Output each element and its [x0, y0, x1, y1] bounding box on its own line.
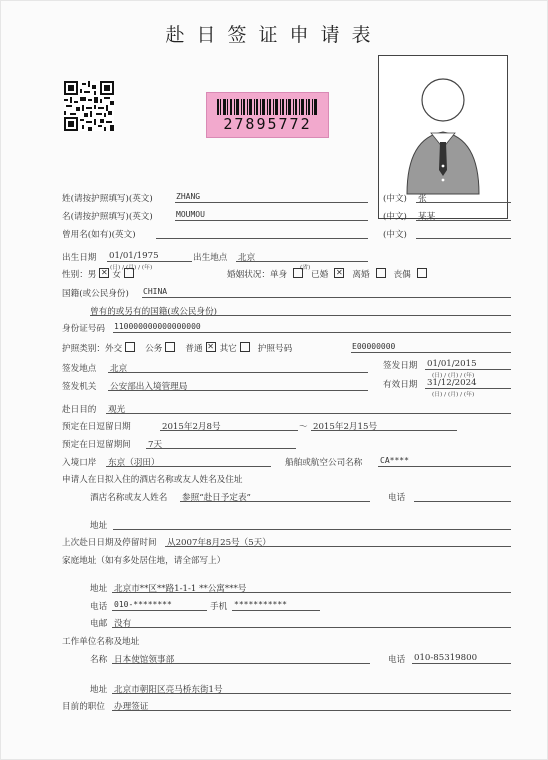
home-address-value[interactable]: 北京市**区**路1-1-1 **公寓***号	[114, 584, 247, 594]
given-name-cn-label: (中文)	[383, 212, 407, 222]
home-address-section-label: 家庭地址（如有多处居住地，请全部写上）	[62, 556, 226, 566]
hotel-section-label: 申请人在日拟入住的酒店名称或友人姓名及住址	[62, 475, 243, 485]
pob-label: 出生地点	[193, 253, 228, 263]
stay-length-label: 预定在日逗留期间	[62, 440, 131, 450]
passport-number-label: 护照号码	[257, 344, 293, 354]
pob-format-hint: (省)	[300, 265, 311, 271]
marital-married-checkbox[interactable]	[334, 268, 344, 278]
entry-port-label: 入境口岸	[62, 458, 97, 468]
employer-tel-value[interactable]: 010-85319800	[414, 653, 478, 663]
authority-label: 签发机关	[62, 382, 97, 392]
hotel-name-value[interactable]: 参照“赴日予定表”	[182, 493, 251, 503]
mobile-label: 手机	[210, 602, 228, 612]
entry-port-value[interactable]: 东京（羽田）	[108, 458, 160, 468]
former-name-cn-label: (中文)	[383, 230, 407, 240]
given-name-cn-value[interactable]: 某某	[418, 212, 436, 222]
marital-widowed-checkbox[interactable]	[417, 268, 427, 278]
employer-name-label: 名称	[90, 655, 108, 665]
given-name-value[interactable]: MOUMOU	[176, 210, 205, 219]
passport-number-value[interactable]: E00000000	[352, 342, 396, 351]
purpose-label: 赴日目的	[62, 405, 97, 415]
marital-label: 婚姻状况：单身	[227, 270, 288, 280]
passport-type-label: 护照类别：外交	[62, 344, 123, 354]
id-number-value[interactable]: 110000000000000000	[114, 322, 201, 331]
mobile-value[interactable]: ***********	[234, 600, 287, 609]
passport-official-checkbox[interactable]	[165, 342, 175, 352]
position-value[interactable]: 办理签证	[114, 702, 149, 712]
nationality-label: 国籍(或公民身份)	[62, 289, 129, 299]
passport-diplomatic-checkbox[interactable]	[125, 342, 135, 352]
surname-cn-value[interactable]: 张	[418, 194, 427, 204]
dob-value[interactable]: 01/01/1975	[109, 251, 159, 261]
sex-female-label: 女	[112, 270, 121, 280]
surname-cn-label: (中文)	[383, 194, 407, 204]
given-name-label: 名(请按护照填写)(英文)	[62, 212, 153, 222]
nationality-value[interactable]: CHINA	[143, 287, 168, 296]
position-label: 目前的职位	[62, 702, 105, 712]
issue-place-label: 签发地点	[62, 364, 97, 374]
marital-divorced-label: 离婚	[352, 270, 370, 280]
issue-place-value[interactable]: 北京	[110, 364, 128, 374]
passport-type-row	[62, 342, 292, 354]
purpose-value[interactable]: 观光	[108, 405, 126, 415]
form-title: 赴日签证申请表	[165, 24, 383, 46]
home-address-label: 地址	[90, 584, 108, 594]
email-value[interactable]: 没有	[114, 619, 132, 629]
marital-divorced-checkbox[interactable]	[376, 268, 386, 278]
barcode-number: 27895772	[223, 115, 312, 133]
former-name-label: 曾用名(如有)(英文)	[62, 230, 136, 240]
qr-code-icon	[64, 81, 114, 131]
sex-male-checkbox[interactable]	[99, 268, 109, 278]
expiry-date-label: 有效日期	[383, 380, 418, 390]
passport-other-checkbox[interactable]	[240, 342, 250, 352]
last-visit-label: 上次赴日日期及停留时间	[62, 538, 157, 548]
employer-tel-label: 电话	[388, 655, 406, 665]
employer-section-label: 工作单位名称及地址	[62, 637, 140, 647]
hotel-tel-label: 电话	[388, 493, 406, 503]
email-label: 电邮	[90, 619, 108, 629]
sex-label: 性别：男	[62, 270, 97, 280]
expiry-date-value[interactable]: 31/12/2024	[427, 378, 477, 388]
surname-label: 姓(请按护照填写)(英文)	[62, 194, 153, 204]
passport-official-label: 公务	[145, 344, 163, 354]
hotel-address-label: 地址	[90, 521, 108, 531]
authority-value[interactable]: 公安部出入境管理局	[110, 382, 188, 392]
marital-widowed-label: 丧偶	[393, 270, 411, 280]
passport-ordinary-label: 普通	[185, 344, 203, 354]
barcode-icon	[217, 99, 317, 115]
stay-to-value[interactable]: 2015年2月15号	[313, 422, 378, 432]
hotel-name-label: 酒店名称或友人姓名	[90, 493, 168, 503]
carrier-value[interactable]: CA****	[380, 456, 409, 465]
last-visit-value[interactable]: 从2007年8月25号（5天）	[167, 538, 271, 548]
marital-married-label: 已婚	[311, 270, 329, 280]
surname-value[interactable]: ZHANG	[176, 192, 201, 201]
passport-other-label: 其它	[219, 344, 237, 354]
employer-address-value[interactable]: 北京市朝阳区亮马桥东街1号	[114, 685, 223, 695]
stay-tilde: ～	[299, 422, 308, 432]
stay-from-value[interactable]: 2015年2月8号	[162, 422, 221, 432]
dob-format-hint: (日) / (月) / (年)	[110, 265, 153, 271]
carrier-label: 船舶或航空公司名称	[285, 458, 363, 468]
id-number-label: 身份证号码	[62, 324, 105, 334]
marital-single-checkbox[interactable]	[293, 268, 303, 278]
barcode-sticker	[206, 92, 329, 138]
passport-ordinary-checkbox[interactable]	[206, 342, 216, 352]
stay-dates-label: 预定在日逗留日期	[62, 422, 131, 432]
marital-row	[227, 268, 427, 280]
issue-date-label: 签发日期	[383, 361, 418, 371]
employer-name-value[interactable]: 日本使馆领事部	[114, 655, 175, 665]
expiry-date-format-hint: (日) / (月) / (年)	[432, 392, 475, 398]
issue-date-format-hint: (日) / (月) / (年)	[432, 373, 475, 379]
employer-address-label: 地址	[90, 685, 108, 695]
home-tel-value[interactable]: 010-********	[114, 600, 172, 609]
home-tel-label: 电话	[90, 602, 108, 612]
former-nationality-label: 曾有的或另有的国籍(或公民身份)	[90, 307, 218, 317]
pob-value[interactable]: 北京	[238, 253, 256, 263]
sex-female-checkbox[interactable]	[124, 268, 134, 278]
sex-row	[62, 268, 137, 280]
dob-label: 出生日期	[62, 253, 97, 263]
issue-date-value[interactable]: 01/01/2015	[427, 359, 477, 369]
stay-length-value[interactable]: 7天	[148, 440, 163, 450]
